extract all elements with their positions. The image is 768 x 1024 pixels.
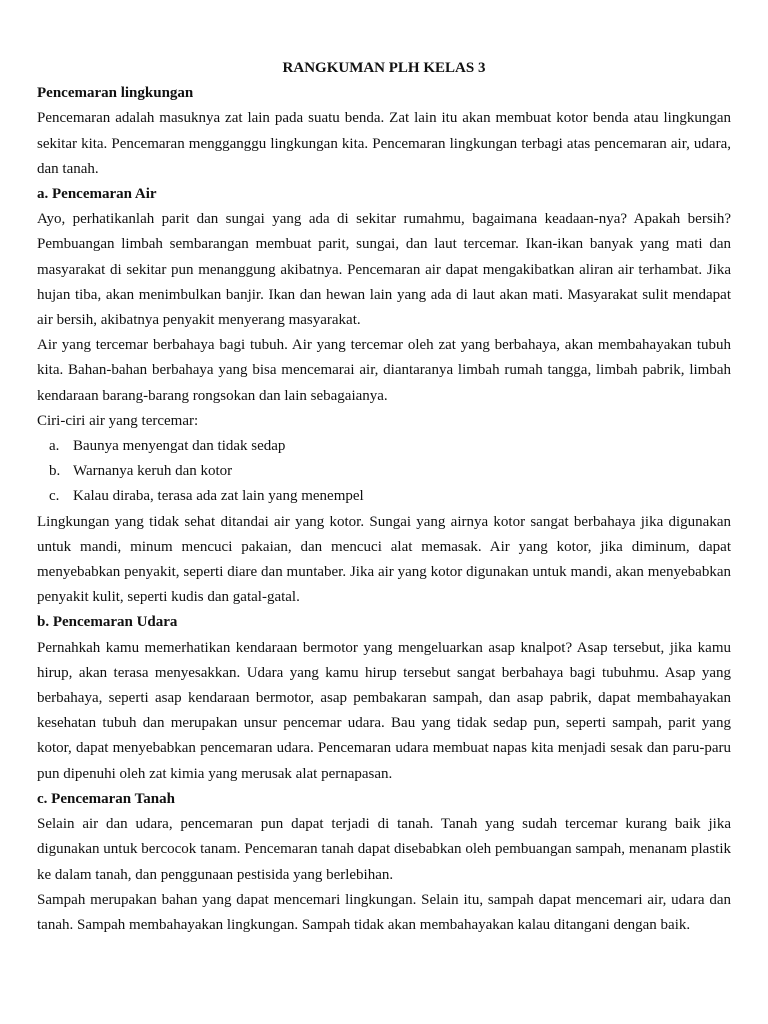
list-item-text: Kalau diraba, terasa ada zat lain yang menempel	[73, 488, 364, 505]
section-tanah-heading: c. Pencemaran Tanah	[37, 790, 175, 807]
section-udara-heading: b. Pencemaran Udara	[37, 614, 178, 631]
section-udara-paragraph-1: Pernahkah kamu memerhatikan kendaraan bermotor yang mengeluarkan asap knalpot? Asap tersebut, jika kamu hirup, akan terasa menyesakkan. Udara yang kamu hirup tersebut sangat berbahaya bagi tubuhmu. Asap yang berbahaya, seperti asap kendaraan bermotor, asap pembakaran sampah, dan asap pabrik, dapat membahayakan kesehatan tubuh dan merupakan unsur pencemar udara. Bau yang tidak sedap pun, seperti sampah, parit yang kotor, dapat menyebabkan pencemaran udara. Pencemaran udara membuat napas kita menjadi sesak dan paru-paru pun dipenuhi oleh zat kimia yang merusak alat pernapasan.	[37, 639, 731, 782]
section-tanah-paragraph-2: Sampah merupakan bahan yang dapat mencemari lingkungan. Selain itu, sampah dapat mencemari air, udara dan tanah. Sampah membahayakan lingkungan. Sampah tidak akan membahayakan kalau ditangani dengan baik.	[37, 891, 731, 933]
list-item	[49, 484, 731, 509]
list-item	[49, 459, 731, 484]
list-marker: b.	[49, 463, 61, 480]
list-marker: c.	[49, 488, 60, 505]
document-title: RANGKUMAN PLH KELAS 3	[282, 60, 486, 76]
characteristics-list	[37, 434, 731, 510]
list-item-text: Baunya menyengat dan tidak sedap	[73, 438, 286, 455]
section-air-list-intro: Ciri-ciri air yang tercemar:	[37, 412, 199, 429]
section-air-paragraph-3: Lingkungan yang tidak sehat ditandai air yang kotor. Sungai yang airnya kotor sangat berbahaya jika digunakan untuk mandi, minum mencuci pakaian, dan mencuci alat memasak. Air yang kotor, jika diminum, dapat menyebabkan penyakit, seperti diare dan muntaber. Jika air yang kotor digunakan untuk mandi, akan menyebabkan penyakit kulit, seperti kudis dan gatal-gatal.	[37, 513, 731, 606]
section-air-paragraph-1: Ayo, perhatikanlah parit dan sungai yang ada di sekitar rumahmu, bagaimana keadaan-nya? Apakah bersih? Pembuangan limbah sembarangan membuat parit, sungai, dan laut tercemar. Ikan-ikan banyak yang mati dan masyarakat di sekitar pun menanggung akibatnya. Pencemaran air dapat mengakibatkan aliran air terhambat. Jika hujan tiba, akan menimbulkan banjir. Ikan dan hewan lain yang ada di laut akan mati. Masyarakat sulit mendapat air bersih, akibatnya penyakit menyerang masyarakat.	[37, 211, 731, 329]
list-marker: a.	[49, 438, 60, 455]
section-air-paragraph-2: Air yang tercemar berbahaya bagi tubuh. Air yang tercemar oleh zat yang berbahaya, akan membahayakan tubuh kita. Bahan-bahan berbahaya yang bisa mencemarai air, diantaranya limbah rumah tangga, limbah pabrik, limbah kendaraan barang-barang rongsokan dan lain sebagaianya.	[37, 337, 731, 404]
list-item	[49, 434, 731, 459]
section-tanah-paragraph-1: Selain air dan udara, pencemaran pun dapat terjadi di tanah. Tanah yang sudah tercemar kurang baik jika digunakan untuk bercocok tanam. Pencemaran tanah dapat disebabkan oleh pembuangan sampah, menanam plastik ke dalam tanah, dan penggunaan pestisida yang berlebihan.	[37, 816, 731, 883]
intro-paragraph: Pencemaran adalah masuknya zat lain pada suatu benda. Zat lain itu akan membuat kotor benda atau lingkungan sekitar kita. Pencemaran mengganggu lingkungan kita. Pencemaran lingkungan terbagi atas pencemaran air, udara, dan tanah.	[37, 110, 731, 177]
list-item-text: Warnanya keruh dan kotor	[73, 463, 233, 480]
section-air-heading: a. Pencemaran Air	[37, 186, 157, 203]
intro-heading: Pencemaran lingkungan	[37, 85, 194, 102]
